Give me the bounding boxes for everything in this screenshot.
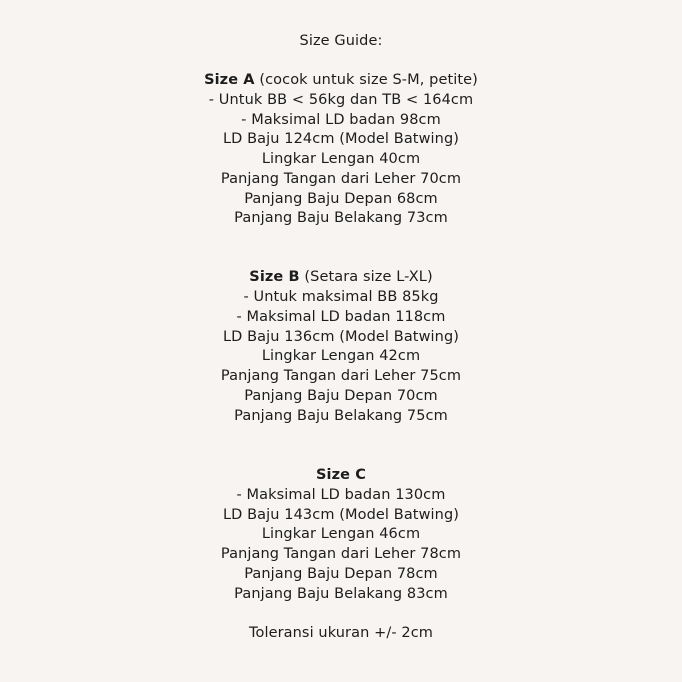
- size-c-line: Panjang Tangan dari Leher 78cm: [220, 546, 462, 562]
- size-a-line: Panjang Baju Depan 68cm: [244, 191, 438, 207]
- size-b-line: Panjang Baju Depan 70cm: [244, 388, 438, 404]
- size-b-line: Panjang Baju Belakang 75cm: [234, 408, 448, 424]
- size-b-line: - Maksimal LD badan 118cm: [236, 309, 446, 325]
- size-b-note: (Setara size L-XL): [299, 269, 433, 285]
- size-b-name: Size B: [249, 269, 300, 285]
- size-a-line: - Maksimal LD badan 98cm: [241, 112, 441, 128]
- size-c-heading: [0, 465, 682, 485]
- size-guide-title: Size Guide:: [299, 33, 383, 49]
- size-b-line: - Untuk maksimal BB 85kg: [243, 289, 439, 305]
- size-a-name: Size A: [204, 72, 255, 88]
- size-c-line: Lingkar Lengan 46cm: [261, 526, 421, 542]
- size-a-line: Panjang Tangan dari Leher 70cm: [220, 171, 462, 187]
- size-a-note: (cocok untuk size S-M, petite): [254, 72, 478, 88]
- size-c-line: Panjang Baju Depan 78cm: [244, 566, 438, 582]
- size-c-line: - Maksimal LD badan 130cm: [236, 487, 446, 503]
- size-a-line: LD Baju 124cm (Model Batwing): [222, 131, 460, 147]
- size-b-heading: [0, 267, 682, 287]
- size-a-heading: [0, 70, 682, 90]
- size-c-line: LD Baju 143cm (Model Batwing): [222, 507, 460, 523]
- size-b-line: Lingkar Lengan 42cm: [261, 348, 421, 364]
- size-b-line: LD Baju 136cm (Model Batwing): [222, 329, 460, 345]
- size-a-line: Lingkar Lengan 40cm: [261, 151, 421, 167]
- size-a-line: Panjang Baju Belakang 73cm: [234, 210, 448, 226]
- size-b-line: Panjang Tangan dari Leher 75cm: [220, 368, 462, 384]
- size-a-line: - Untuk BB < 56kg dan TB < 164cm: [208, 92, 474, 108]
- size-c-name: Size C: [316, 467, 366, 483]
- size-c-line: Panjang Baju Belakang 83cm: [234, 586, 448, 602]
- tolerance-note: Toleransi ukuran +/- 2cm: [248, 625, 434, 641]
